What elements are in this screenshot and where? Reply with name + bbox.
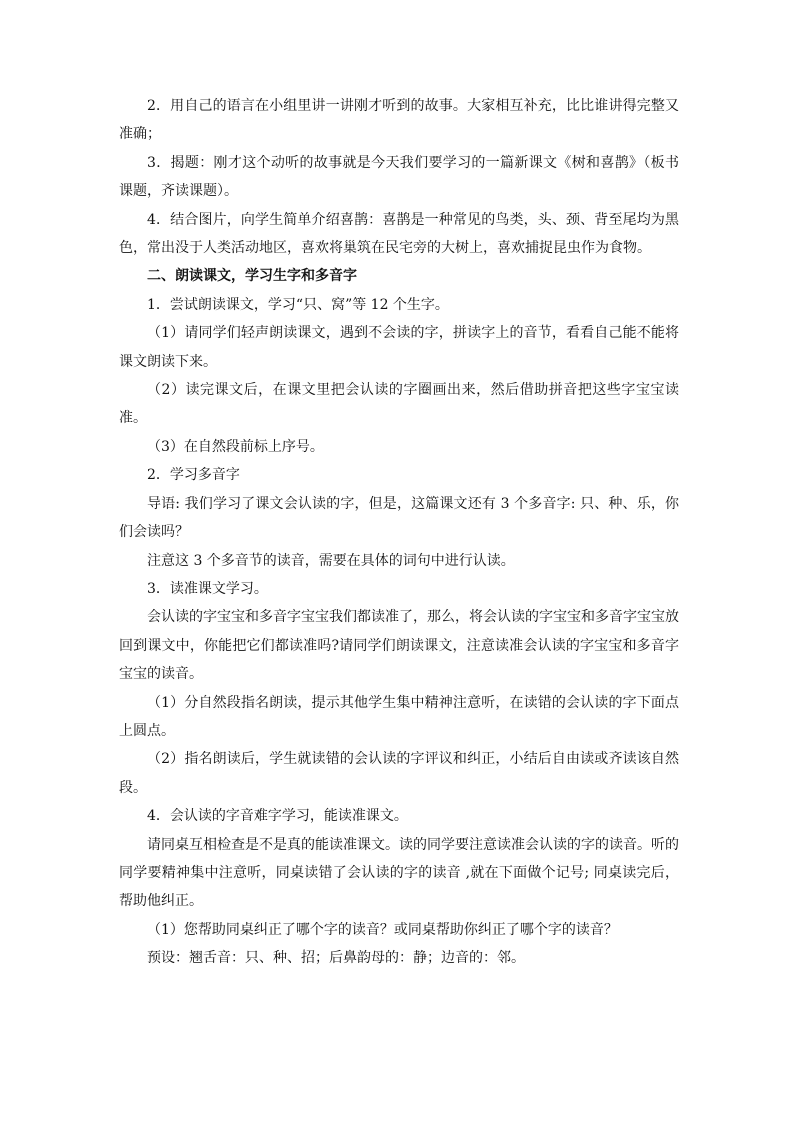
paragraph-reading-step-1-2: （2）读完课文后，在课文里把会认读的字圈画出来，然后借助拼音把这些字宝宝读准。 [119,382,679,427]
paragraph-reading-step-1: 1．尝试朗读课文，学习“只、窝”等 12 个生字。 [147,296,449,313]
paragraph-read-aloud-2: （2）指名朗读后，学生就读错的会认读的字评议和纠正，小结后自由读或齐读该自然段。 [119,751,679,796]
paragraph-step-2-retell: 2．用自己的语言在小组里讲一讲刚才听到的故事。大家相互补充，比比谁讲得完整又准确； [119,98,679,143]
paragraph-reading-step-2: 2．学习多音字 [147,467,240,484]
paragraph-step-4-magpie: 4．结合图片，向学生简单介绍喜鹊：喜鹊是一种常见的鸟类，头、颈、背至尾均为黑色，常出没于人类活动地区，喜欢将巢筑在民宅旁的大树上，喜欢捕捉昆虫作为食物。 [119,211,679,257]
paragraph-peer-check: 请同桌互相检查是不是真的能读准课文。读的同学要注意读准会认读的字的读音。听的同学要精神集中注意听，同桌读错了会认读的字的读音 ,就在下面做个记号; 同桌读完后，帮助他纠正。 [119,836,679,910]
section-heading-reading: 二、朗读课文，学习生字和多音字 [147,268,357,285]
paragraph-peer-check-1: （1）您帮助同桌纠正了哪个字的读音？或同桌帮助你纠正了哪个字的读音？ [147,921,618,938]
paragraph-reading-step-4: 4．会认读的字音难字学习，能读准课文。 [147,808,408,825]
paragraph-polyphone-note: 注意这 3 个多音节的读音，需要在具体的词句中进行认读。 [147,552,515,569]
document-body [119,92,679,973]
paragraph-read-aloud: 会认读的字宝宝和多音字宝宝我们都读准了，那么，将会认读的字宝宝和多音字宝宝放回到课文中，你能把它们都读准吗?请同学们朗读课文，注意读准会认读的字宝宝和多音字宝宝的读音。 [119,609,679,683]
paragraph-preset: 预设：翘舌音：只、种、招；后鼻韵母的：静；边音的：邻。 [147,950,525,967]
paragraph-step-3-title: 3．揭题：刚才这个动听的故事就是今天我们要学习的一篇新课文《树和喜鹊》（板书课题，齐读课题）。 [119,154,679,200]
paragraph-read-aloud-1: （1）分自然段指名朗读，提示其他学生集中精神注意听，在读错的会认读的字下面点上圆点。 [119,694,679,739]
paragraph-polyphone-intro: 导语: 我们学习了课文会认读的字，但是，这篇课文还有 3 个多音字: 只、种、乐，你们会读吗？ [119,495,679,541]
paragraph-reading-step-3: 3．读准课文学习。 [147,580,268,597]
paragraph-reading-step-1-1: （1）请同学们轻声朗读课文，遇到不会读的字，拼读字上的音节，看看自己能不能将课文朗读下来。 [119,325,679,370]
paragraph-reading-step-1-3: （3）在自然段前标上序号。 [147,438,324,455]
